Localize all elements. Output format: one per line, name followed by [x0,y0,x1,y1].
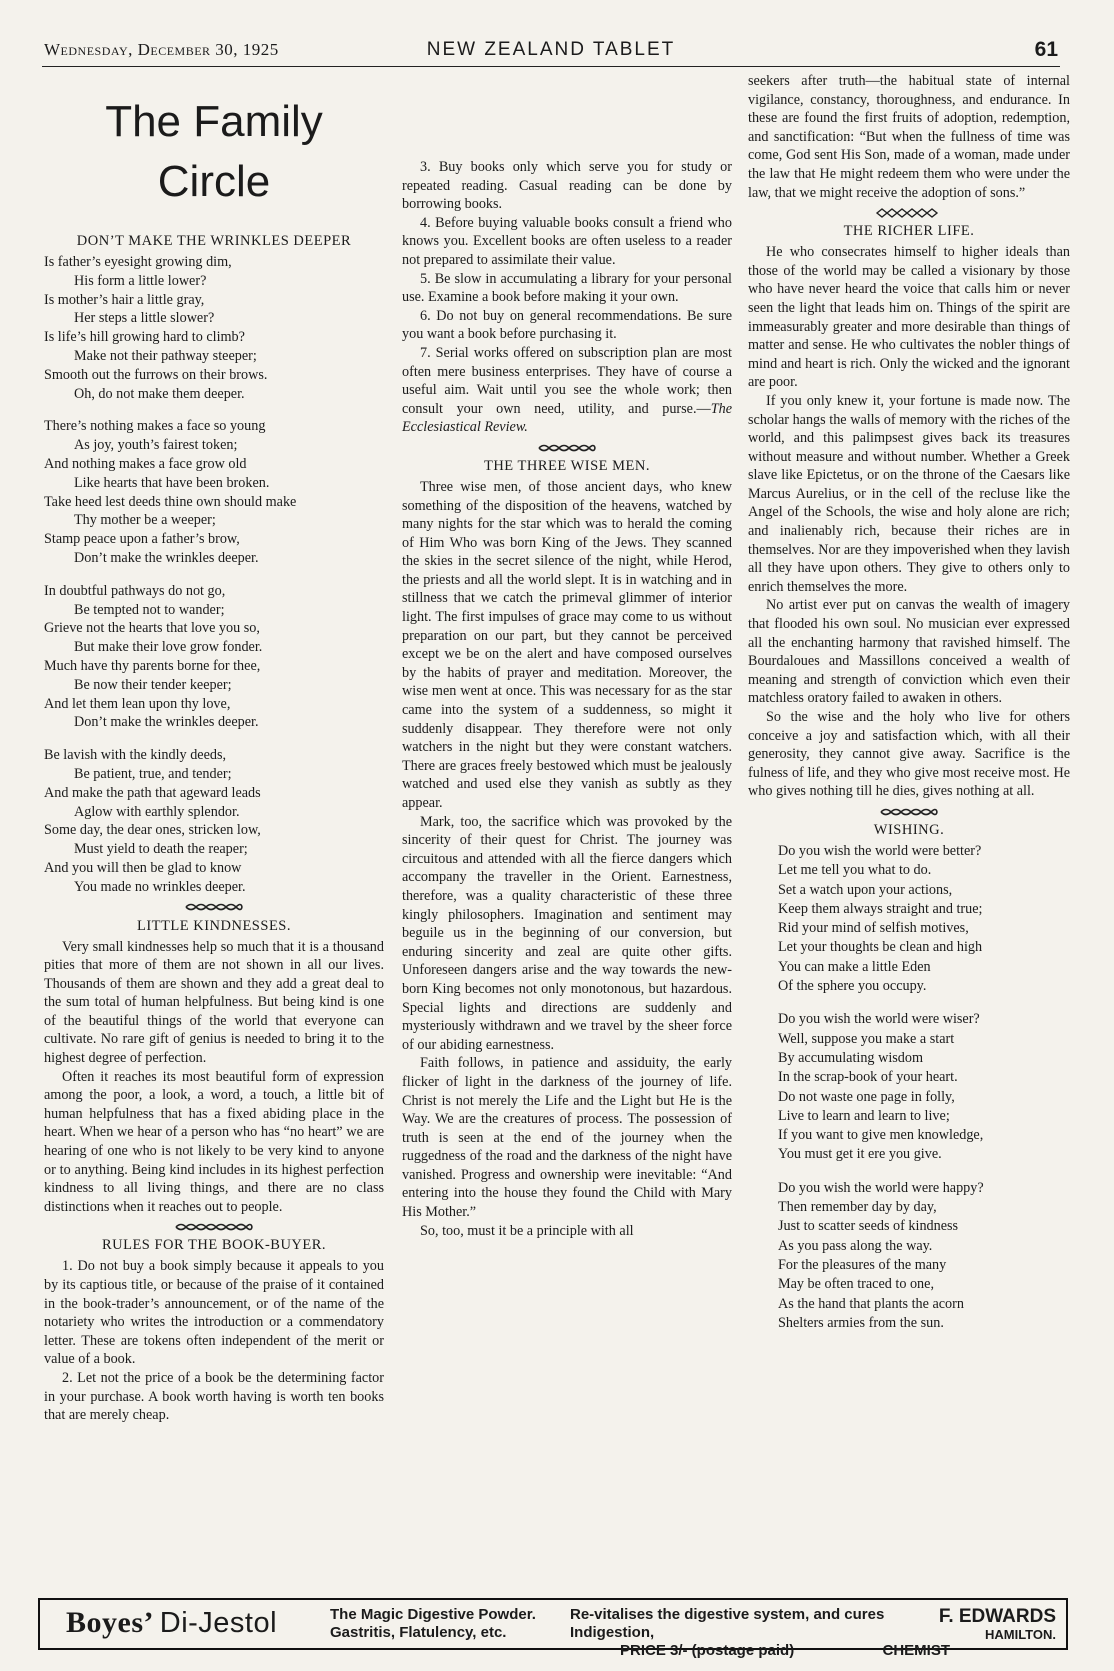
poem-line: Then remember day by day, [778,1199,937,1216]
poem-line: Do not waste one page in folly, [778,1088,955,1105]
rules-title: RULES FOR THE BOOK-BUYER. [101,1237,327,1254]
ad-price: PRICE 3/- (postage paid) [620,1642,795,1659]
ad-brand-name: Boyes’ [66,1606,152,1639]
poem-stanza [44,746,384,896]
poem-line: Rid your mind of selfish motives, [778,920,969,937]
section-masthead: The Family Circle [105,97,323,206]
rule-item: 5. Be slow in accumulating a library for your personal use. Examine a book before making it your own. [402,270,732,306]
poem-line: Like hearts that have been broken. [74,474,270,491]
poem-line: By accumulating wisdom [778,1049,924,1066]
poem-line: If you want to give men knowledge, [778,1127,984,1144]
rule-item [402,344,732,437]
poem-line: As you pass along the way. [778,1237,933,1254]
ornament-divider [44,1220,384,1232]
ad-brand [66,1606,277,1640]
ornament-divider [748,206,1070,218]
poem-line: Be now their tender keeper; [74,676,232,693]
kindnesses-paragraph: Often it reaches its most beautiful form of expression among the poor, a look, a word, a touch, a little bit of human helpfulness that has a fixed abiding place in the heart. When we hear of a person who has “no heart” we are hearing of one who is not likely to be very kind to anyone or to anything. Being kind includes in its highest perfection kindness to all living things, and there are no class distinctions when it reaches out to people. [44,1068,384,1215]
poem-line: Do you wish the world were happy? [778,1179,984,1196]
poem-line: Grieve not the hearts that love you so, [44,620,260,637]
poem-stanza [44,582,384,732]
poem-line: As joy, youth’s fairest token; [74,437,238,454]
poem-line: Well, suppose you make a start [778,1030,955,1047]
poem-line: Oh, do not make them deeper. [74,385,245,402]
poem-line: Much have thy parents borne for thee, [44,657,261,674]
ornament-divider [44,901,384,913]
poem-line: Is life’s hill growing hard to climb? [44,329,245,346]
column-1 [44,72,384,1425]
poem-line: Is father’s eyesight growing dim, [44,254,232,270]
poem-line: In doubtful pathways do not go, [44,582,226,599]
ad-line: The Magic Digestive Powder. [330,1606,536,1623]
poem-wishing [748,842,1070,1333]
poem-line: His form a little lower? [74,272,207,289]
poem-line: You can make a little Eden [778,958,931,975]
rule-item-text: 7. Serial works offered on subscription plan are most often mere business enterprises. They have of course a useful aim. Wait until you see the whole work; then consult your own need, utility, and purse.— [402,344,732,417]
poem-stanza [44,253,384,403]
richer-life-title: THE RICHER LIFE. [843,223,975,240]
kindnesses-paragraph: Very small kindnesses help so much that it is a thousand pities that more of them are not shown in all our lives. Thousands of them are shown and they add a great deal to the sum total of human helpfulness. But being kind is one of the beautiful things of the world that everyone can cultivate. No rare gift of genius is needed to bring it to the highest degree of perfection. [44,938,384,1067]
wise-men-paragraph: Three wise men, of those ancient days, who knew something of the disposition of the heavens, watched by many nights for the star which was to herald the coming of Him Who was born King of the Jews. They scanned the skies in the secret silence of the night, while Herod, the priests and all the world slept. It is in watching and in stillness that we catch the primeval glimmer of interior light. The first impulses of grace may come to us without preparation on our part, but they cannot be perceived except we be on the alert and have composed ourselves by the habits of prayer and meditation. Moreover, the wise men went at once. This was necessary for as the star came into the system of a suddenness, so might it suddenly disappear. They therefore were not only watchers in the night but they were constant watchers. There are graces freely bestowed which must be jealously watched and used else they vanish as subtly as they appear. [402,478,732,811]
wise-men-paragraph: Faith follows, in patience and assiduity, the early flicker of light in the darkness of the journey of life. Christ is not merely the Life and the Light but He is the Way. We are the creatures of process. The possession of truth is seen at the end of the journey when the ruggedness of the road and the darkness of the night have vanished. Progress and ownership were inevitable: “And entering into the house they found the Child with Mary His Mother.” [402,1055,732,1221]
poem-line: Stamp peace upon a father’s brow, [44,531,240,548]
poem-line: As the hand that plants the acorn [778,1295,964,1312]
page-number: 61 [1034,38,1058,61]
ornament-divider [748,805,1070,817]
wishing-title: WISHING. [873,821,945,838]
ad-seller-name: F. EDWARDS [938,1606,1056,1627]
column-3 [748,72,1070,1333]
poem-stanza [778,1010,1070,1164]
issue-date: Wednesday, December 30, 1925 [44,40,279,59]
page-header [42,36,1060,67]
poem-line: Keep them always straight and true; [778,900,983,917]
poem-line: But make their love grow fonder. [74,639,263,656]
ad-line: Re-vitalises the digestive system, and cures Indigestion, [570,1606,885,1641]
poem-line: Smooth out the furrows on their brows. [44,366,268,383]
wise-men-paragraph: Mark, too, the sacrifice which was provoked by the sincerity of their quest for Christ. The journey was circuitous and attended with all the fierce dangers which accompany the traveller in the Orient. Earnestness, therefore, was a quality characteristic of these three kingly philosophers. Imagination and sentiment may beguile us in the beginning of our conversion, but enduring sincerity and zeal are quite other gifts. Unforeseen dangers arise and the way towards the new-born King becomes not only monotonous, but hazardous. Special lights and directions are suddenly and mysteriously withdrawn and we travel by the sheer force of our abiding earnestness. [402,813,732,1053]
poem-line: Live to learn and learn to live; [778,1107,950,1124]
ad-claims [570,1606,950,1660]
ad-seller-city: HAMILTON. [984,1627,1056,1642]
rule-item: 3. Buy books only which serve you for study or repeated reading. Casual reading can be done by borrowing books. [402,159,732,213]
poem-line: Must yield to death the reaper; [74,841,248,858]
poem-stanza [778,1179,1070,1333]
rule-item: 1. Do not buy a book simply because it appeals to you by its captious title, or because of the praise of it contained in the book-trader’s announcement, or of the name of the notariety who writes the introduction or a commendatory letter. These are tokens often independent of the merit or value of a book. [44,1258,384,1368]
poem-line: Do you wish the world were wiser? [778,1011,980,1028]
ad-description [330,1606,536,1642]
poem-wrinkles [44,253,384,897]
richer-life-paragraph: If you only knew it, your fortune is made now. The scholar hangs the walls of memory with the riches of the world, and this palimpsest gives back its treasures without measure and without number. Whether a Greek slave like Epictetus, or on the throne of the Caesars like Marcus Aurelius, or in the cell of the recluse like the Angel of the Schools, the wise and holy alone are rich; and inalienably rich, because their riches are in themselves. Nor are they impoverished when they lavish all they have upon others. They give to others only to enrich themselves the more. [748,392,1070,595]
poem-line: There’s nothing makes a face so young [44,418,266,435]
wise-men-paragraph: So, too, must it be a principle with all [420,1222,634,1239]
poem-line: For the pleasures of the many [778,1256,947,1273]
poem-line: Set a watch upon your actions, [778,881,953,898]
poem-line: And you will then be glad to know [44,859,242,876]
poem-line: Some day, the dear ones, stricken low, [44,822,261,839]
poem-line: Be lavish with the kindly deeds, [44,747,227,764]
ad-line: Gastritis, Flatulency, etc. [330,1624,507,1641]
rule-item: 2. Let not the price of a book be the determining factor in your purchase. A book worth having is worth ten books that are merely cheap. [44,1369,384,1424]
poem-line: Let your thoughts be clean and high [778,939,983,956]
poem-line: Don’t make the wrinkles deeper. [74,714,259,731]
ad-chemist-label: CHEMIST [882,1642,950,1659]
poem-line: May be often traced to one, [778,1276,935,1293]
poem-line: Let me tell you what to do. [778,862,932,879]
column-2 [402,158,732,1240]
wise-men-title: THE THREE WISE MEN. [483,457,651,474]
rule-item-source: The Ecclesiastical Review. [402,400,732,436]
ad-seller [939,1606,1056,1643]
rule-item: 4. Before buying valuable books consult a friend who knows you. Excellent books are often useless to a reader not prepared to assimilate their value. [402,214,732,268]
ornament-divider [402,441,732,453]
poem-line: And make the path that ageward leads [44,784,261,801]
poem-line: Her steps a little slower? [74,310,215,327]
poem-line: In the scrap-book of your heart. [778,1069,958,1086]
poem-line: Thy mother be a weeper; [74,512,216,529]
poem-line: Is mother’s hair a little gray, [44,291,205,308]
richer-life-paragraph: So the wise and the holy who live for others conceive a joy and satisfaction which, with all their generosity, they cannot give away. Sacrifice is the fulness of life, and they who give most receive most. He who gives nothing till he dies, gives nothing at all. [748,709,1070,800]
richer-life-paragraph: He who consecrates himself to higher ideals than those of the world may be called a visionary by those who have never heard the voice that calls him or never seen the light that leads him on. Things of the spirit are immeasurably greater and more desirable than things of matter and sense. He who cultivates the nobler things of mind and heart is rich. Only the wicked and the ignorant are poor. [748,244,1070,391]
poem-line: And let them lean upon thy love, [44,695,231,712]
poem-line: Be patient, true, and tender; [74,765,232,782]
poem-line: You must get it ere you give. [778,1146,942,1163]
poem-line: Just to scatter seeds of kindness [778,1218,959,1235]
poem-line: Don’t make the wrinkles deeper. [74,549,259,566]
ad-product-name: Di-Jestol [159,1607,278,1639]
richer-life-paragraph: No artist ever put on canvas the wealth of imagery that flooded his own soul. No musician ever expressed all the enchanting harmony that ravished himself. The Bourdaloues and Massillons conceived a wealth of meaning and strength of conviction which even their matchless oratory failed to awaken in others. [748,597,1070,707]
rule-item: 6. Do not buy on general recommendations. Be sure you want a book before purchasing it. [402,307,732,343]
wise-men-continued: seekers after truth—the habitual state of internal vigilance, constancy, thoroughness, and endurance. In these are found the first fruits of adoption, redemption, and sanctification: “But when the fullness of time was come, God sent His Son, made of a woman, made under the law that He might redeem them who were under the law, that we might receive the adoption of sons.” [748,73,1070,201]
poem-wrinkles-title: DON’T MAKE THE WRINKLES DEEPER [76,233,352,249]
poem-line: And nothing makes a face grow old [44,455,247,472]
ad-price-row [570,1642,950,1660]
kindnesses-title: LITTLE KINDNESSES. [137,917,291,934]
poem-line: Make not their pathway steeper; [74,347,257,364]
poem-stanza [44,417,384,567]
publication-name: NEW ZEALAND TABLET [426,39,676,60]
advertisement-banner [38,1598,1068,1659]
poem-line: Shelters armies from the sun. [778,1314,944,1331]
poem-stanza [778,842,1070,996]
poem-line: Aglow with earthly splendor. [74,803,240,820]
poem-line: Take heed lest deeds thine own should make [44,493,297,510]
poem-line: You made no wrinkles deeper. [74,878,246,895]
poem-line: Be tempted not to wander; [74,601,225,618]
poem-line: Of the sphere you occupy. [778,978,927,995]
poem-line: Do you wish the world were better? [778,842,982,859]
